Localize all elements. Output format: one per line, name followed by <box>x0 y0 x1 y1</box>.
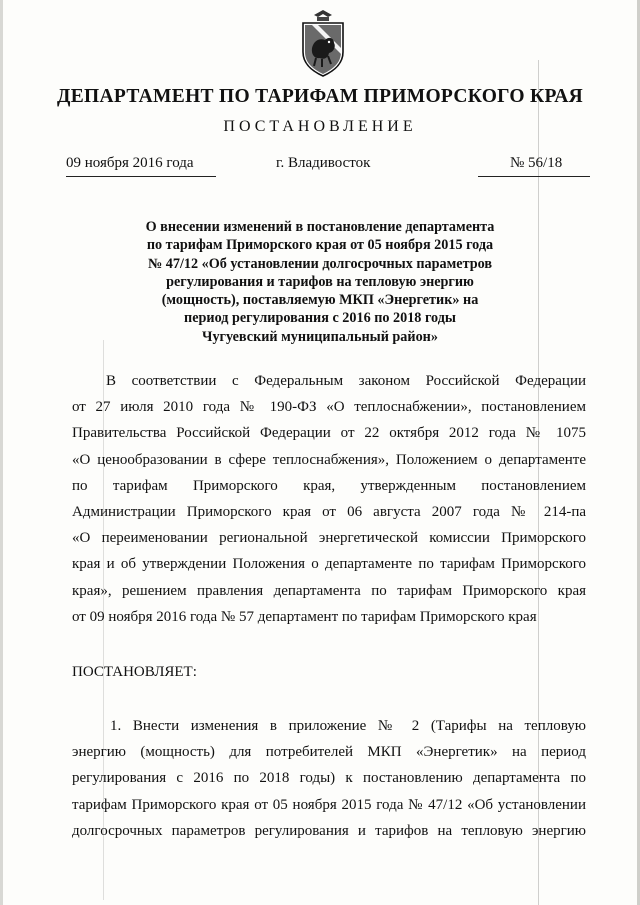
text-line: края», решением правления департамента по тарифам Приморского края <box>72 582 586 599</box>
preamble-paragraph <box>72 368 586 630</box>
text-line: долгосрочных параметров регулирования и тарифов на тепловую энергию <box>72 822 586 839</box>
text-line: Администрации Приморского края от 06 августа 2007 года № 214-па <box>72 503 586 520</box>
decree-subject <box>100 218 540 346</box>
text-line: по тарифам Приморского края, утвержденным постановлением <box>72 477 586 494</box>
number-underline <box>478 176 590 177</box>
subject-line: по тарифам Приморского края от 05 ноября 2015 года <box>146 237 494 254</box>
text-line: края и об утверждении Положения о департаменте по тарифам Приморского <box>72 556 586 573</box>
coat-of-arms-emblem <box>298 8 348 78</box>
decree-number: № 56/18 <box>510 155 563 171</box>
subject-line: О внесении изменений в постановление департамента <box>145 219 495 235</box>
text-line: «О переименовании региональной энергетической комиссии Приморского <box>72 530 586 547</box>
text-line: регулирования с 2016 по 2018 годы) к постановлению департамента по <box>72 770 586 787</box>
text-line: от 09 ноября 2016 года № 57 департамент по тарифам Приморского края <box>72 608 537 625</box>
decree-date: 09 ноября 2016 года <box>66 155 194 171</box>
text-line: 1. Внести изменения в приложение № 2 (Тарифы на тепловую <box>110 718 586 734</box>
department-title: ДЕПАРТАМЕНТ ПО ТАРИФАМ ПРИМОРСКОГО КРАЯ <box>57 86 583 107</box>
subject-line: Чугуевский муниципальный район» <box>202 328 438 345</box>
date-underline <box>66 176 216 177</box>
subject-line: период регулирования с 2016 по 2018 годы <box>184 310 456 327</box>
subject-line: № 47/12 «Об установлении долгосрочных параметров <box>147 255 493 272</box>
text-line: тарифам Приморского края от 05 ноября 2015 года № 47/12 «Об установлении <box>72 796 586 813</box>
decree-city: г. Владивосток <box>276 155 371 171</box>
text-line: энергию (мощность) для потребителей МКП «Энергетик» на период <box>72 744 586 761</box>
subject-line: регулирования и тарифов на тепловую энергию <box>166 273 474 290</box>
item-1-paragraph <box>72 713 586 844</box>
text-line: Правительства Российской Федерации от 22 октября 2012 года № 1075 <box>72 425 586 442</box>
subject-line: (мощность), поставляемую МКП «Энергетик» на <box>161 292 479 309</box>
text-line: от 27 июля 2010 года № 190-ФЗ «О теплоснабжении», постановлением <box>72 399 586 416</box>
resolve-heading: ПОСТАНОВЛЯЕТ: <box>72 664 197 680</box>
text-line: «О ценообразовании в сфере теплоснабжения», Положением о департаменте <box>72 451 586 468</box>
document-type-heading: ПОСТАНОВЛЕНИЕ <box>223 118 417 135</box>
text-line: В соответствии с Федеральным законом Российской Федерации <box>106 373 586 389</box>
